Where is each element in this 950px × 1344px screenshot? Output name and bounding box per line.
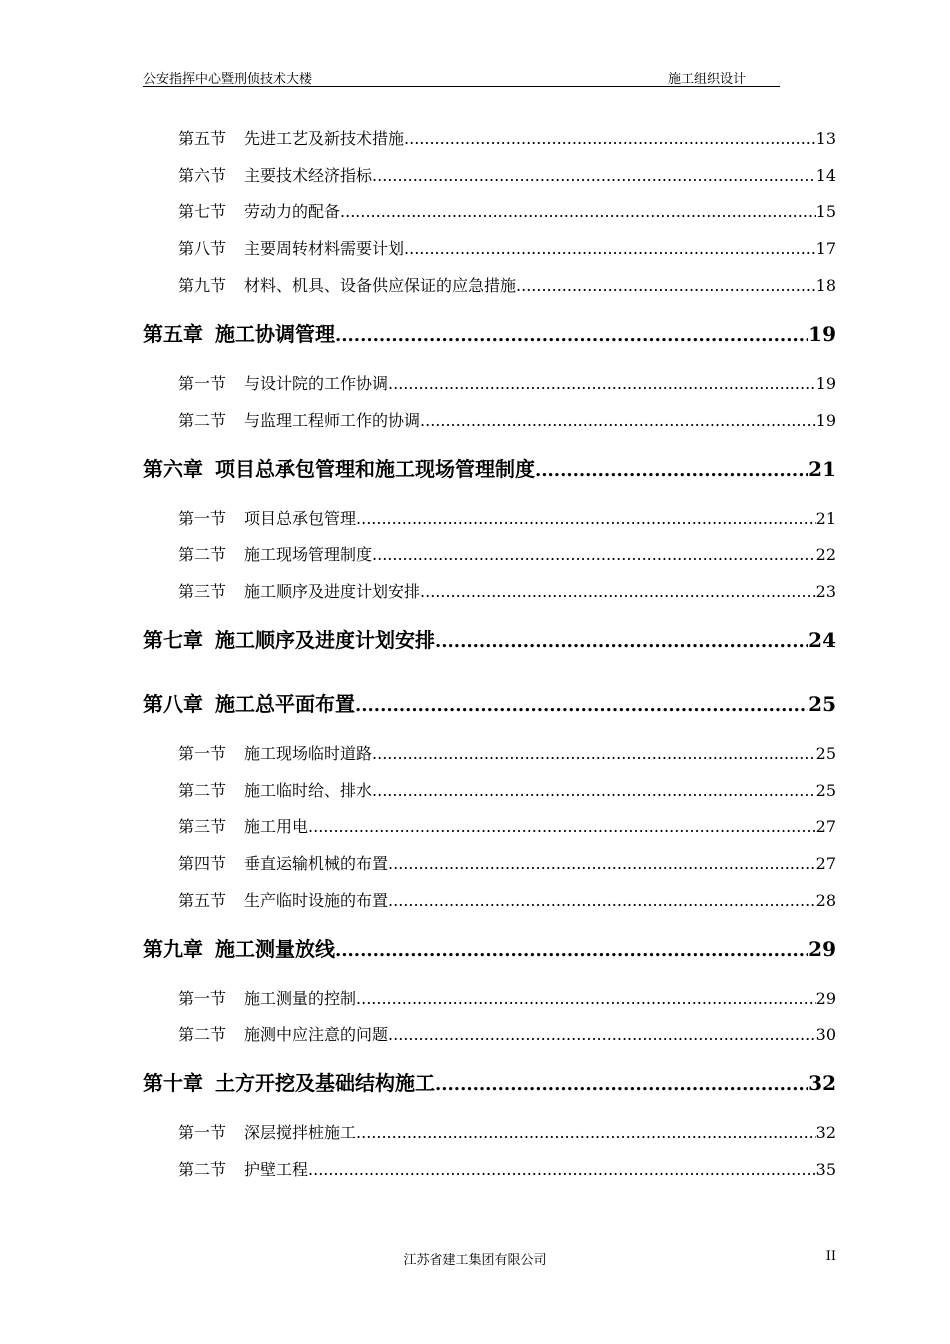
toc-entry-title: 主要技术经济指标 <box>244 165 373 185</box>
toc-entry-number: 第三节 <box>178 817 227 837</box>
toc-entry-number: 第二节 <box>178 1025 227 1045</box>
toc-section-entry[interactable] <box>178 1022 836 1044</box>
toc-entry-number: 第二节 <box>178 780 227 800</box>
toc-entry-page: 14 <box>815 165 836 185</box>
toc-entry-number: 第二节 <box>178 410 227 430</box>
toc-entry-title: 施工临时给、排水 <box>244 780 373 800</box>
toc-entry-page: 15 <box>815 202 836 222</box>
toc-entry-number: 第四节 <box>178 854 227 873</box>
toc-entry-page: 21 <box>815 508 836 528</box>
toc-entry-title: 施工顺序及进度计划安排 <box>215 627 435 652</box>
toc-dot-leader <box>435 1074 808 1095</box>
toc-entry-page: 19 <box>815 410 836 430</box>
footer-company: 江苏省建工集团有限公司 <box>403 1253 547 1268</box>
toc-entry-number: 第一节 <box>178 508 227 528</box>
toc-entry-page: 25 <box>808 691 836 716</box>
toc-section-entry[interactable] <box>178 273 836 295</box>
toc-entry-page: 22 <box>815 545 836 565</box>
toc-entry-title: 施工协调管理 <box>215 321 335 346</box>
toc-dot-leader <box>420 582 816 601</box>
toc-section-entry[interactable] <box>178 408 836 430</box>
header-project-name: 公安指挥中心暨刑侦技术大楼 <box>143 72 313 87</box>
toc-dot-leader <box>308 1160 816 1179</box>
toc-entry-number: 第九章 <box>143 936 203 961</box>
toc-dot-leader <box>435 631 808 652</box>
toc-entry-number: 第九节 <box>178 275 227 295</box>
toc-dot-leader <box>388 374 816 393</box>
toc-section-entry[interactable] <box>178 371 836 393</box>
toc-dot-leader <box>355 695 808 716</box>
toc-section-entry[interactable] <box>178 236 836 258</box>
toc-entry-title: 项目总承包管理 <box>244 508 357 528</box>
toc-entry-number: 第三节 <box>178 581 227 601</box>
toc-entry-page: 27 <box>815 854 836 873</box>
toc-entry-page: 32 <box>808 1071 836 1096</box>
toc-section-entry[interactable] <box>178 1157 836 1179</box>
toc-entry-number: 第六节 <box>178 165 227 185</box>
toc-dot-leader <box>356 989 816 1008</box>
toc-entry-title: 垂直运输机械的布置 <box>244 854 389 873</box>
toc-dot-leader <box>516 276 816 295</box>
toc-dot-leader <box>404 129 816 148</box>
toc-entry-page: 27 <box>815 817 836 837</box>
toc-entry-title: 深层搅拌桩施工 <box>244 1123 357 1143</box>
page-header <box>143 68 780 87</box>
toc-section-entry[interactable] <box>178 778 836 800</box>
toc-dot-leader <box>535 460 808 481</box>
toc-entry-number: 第五节 <box>178 129 227 148</box>
toc-entry-page: 25 <box>815 780 836 800</box>
toc-entry-number: 第五章 <box>143 321 203 346</box>
toc-dot-leader <box>372 781 816 800</box>
toc-section-entry[interactable] <box>178 542 836 564</box>
toc-entry-page: 30 <box>815 1025 836 1045</box>
toc-entry-page: 32 <box>815 1123 836 1143</box>
toc-section-entry[interactable] <box>178 506 836 528</box>
toc-section-entry[interactable] <box>178 1120 836 1142</box>
toc-entry-title: 施工测量的控制 <box>244 988 357 1008</box>
toc-chapter-entry[interactable] <box>143 933 836 961</box>
toc-dot-leader <box>388 854 816 873</box>
toc-dot-leader <box>372 166 816 185</box>
toc-section-entry[interactable] <box>178 199 836 221</box>
toc-entry-page: 29 <box>815 988 836 1008</box>
toc-entry-title: 劳动力的配备 <box>244 202 341 222</box>
toc-entry-number: 第五节 <box>178 890 227 910</box>
toc-entry-title: 护壁工程 <box>244 1160 309 1180</box>
toc-entry-title: 施工现场临时道路 <box>244 743 373 763</box>
toc-section-entry[interactable] <box>178 888 836 910</box>
toc-entry-title: 与设计院的工作协调 <box>244 373 389 393</box>
toc-entry-number: 第六章 <box>143 456 203 481</box>
toc-chapter-entry[interactable] <box>143 1067 836 1095</box>
toc-dot-leader <box>335 940 808 961</box>
toc-entry-title: 与监理工程师工作的协调 <box>244 410 421 430</box>
header-document-type: 施工组织设计 <box>668 72 747 87</box>
toc-dot-leader <box>335 325 808 346</box>
toc-dot-leader <box>340 202 816 221</box>
toc-dot-leader <box>356 1123 816 1142</box>
toc-entry-number: 第一节 <box>178 373 227 393</box>
toc-entry-number: 第二节 <box>178 1160 227 1180</box>
toc-entry-number: 第十章 <box>143 1071 203 1096</box>
toc-dot-leader <box>404 239 816 258</box>
toc-section-entry[interactable] <box>178 126 836 148</box>
toc-entry-number: 第一节 <box>178 988 227 1008</box>
toc-entry-page: 23 <box>815 581 836 601</box>
toc-entry-title: 主要周转材料需要计划 <box>244 239 405 259</box>
toc-entry-page: 28 <box>815 890 836 910</box>
toc-entry-title: 生产临时设施的布置 <box>244 890 389 910</box>
toc-dot-leader <box>420 411 816 430</box>
toc-entry-page: 21 <box>808 456 836 481</box>
toc-dot-leader <box>308 817 816 836</box>
footer-page-number: II <box>825 1249 836 1264</box>
toc-entry-number: 第八章 <box>143 691 203 716</box>
toc-entry-page: 29 <box>808 936 836 961</box>
toc-chapter-entry[interactable] <box>143 624 836 652</box>
toc-chapter-entry[interactable] <box>143 453 836 481</box>
toc-entry-number: 第一节 <box>178 743 227 763</box>
toc-section-entry[interactable] <box>178 163 836 185</box>
toc-dot-leader <box>372 545 816 564</box>
toc-dot-leader <box>388 1025 816 1044</box>
toc-dot-leader <box>372 744 816 763</box>
toc-entry-title: 材料、机具、设备供应保证的应急措施 <box>244 275 517 295</box>
toc-entry-title: 项目总承包管理和施工现场管理制度 <box>215 456 535 481</box>
toc-section-entry[interactable] <box>178 986 836 1008</box>
toc-entry-title: 施工总平面布置 <box>215 691 355 716</box>
toc-entry-number: 第七章 <box>143 627 203 652</box>
toc-entry-title: 施工用电 <box>244 817 309 837</box>
toc-dot-leader <box>388 891 816 910</box>
toc-entry-title: 土方开挖及基础结构施工 <box>215 1071 435 1096</box>
toc-section-entry[interactable] <box>178 851 836 873</box>
toc-chapter-entry[interactable] <box>143 688 836 716</box>
toc-section-entry[interactable] <box>178 579 836 601</box>
toc-entry-title: 施工测量放线 <box>215 936 335 961</box>
toc-entry-page: 25 <box>815 743 836 763</box>
toc-section-entry[interactable] <box>178 741 836 763</box>
toc-entry-page: 19 <box>808 321 836 346</box>
toc-entry-page: 17 <box>815 239 836 259</box>
toc-entry-number: 第一节 <box>178 1123 227 1143</box>
toc-dot-leader <box>356 509 816 528</box>
toc-entry-title: 先进工艺及新技术措施 <box>244 129 405 148</box>
toc-entry-page: 18 <box>815 275 836 295</box>
toc-entry-page: 24 <box>808 627 836 652</box>
toc-entry-page: 19 <box>815 373 836 393</box>
toc-entry-page: 13 <box>815 129 836 148</box>
toc-entry-number: 第七节 <box>178 202 227 222</box>
toc-entry-title: 施工现场管理制度 <box>244 545 373 565</box>
toc-entry-title: 施工顺序及进度计划安排 <box>244 581 421 601</box>
toc-chapter-entry[interactable] <box>143 318 836 346</box>
toc-entry-number: 第二节 <box>178 545 227 565</box>
toc-entry-page: 35 <box>815 1160 836 1180</box>
toc-section-entry[interactable] <box>178 814 836 836</box>
toc-entry-title: 施测中应注意的问题 <box>244 1025 389 1045</box>
toc-entry-number: 第八节 <box>178 239 227 259</box>
